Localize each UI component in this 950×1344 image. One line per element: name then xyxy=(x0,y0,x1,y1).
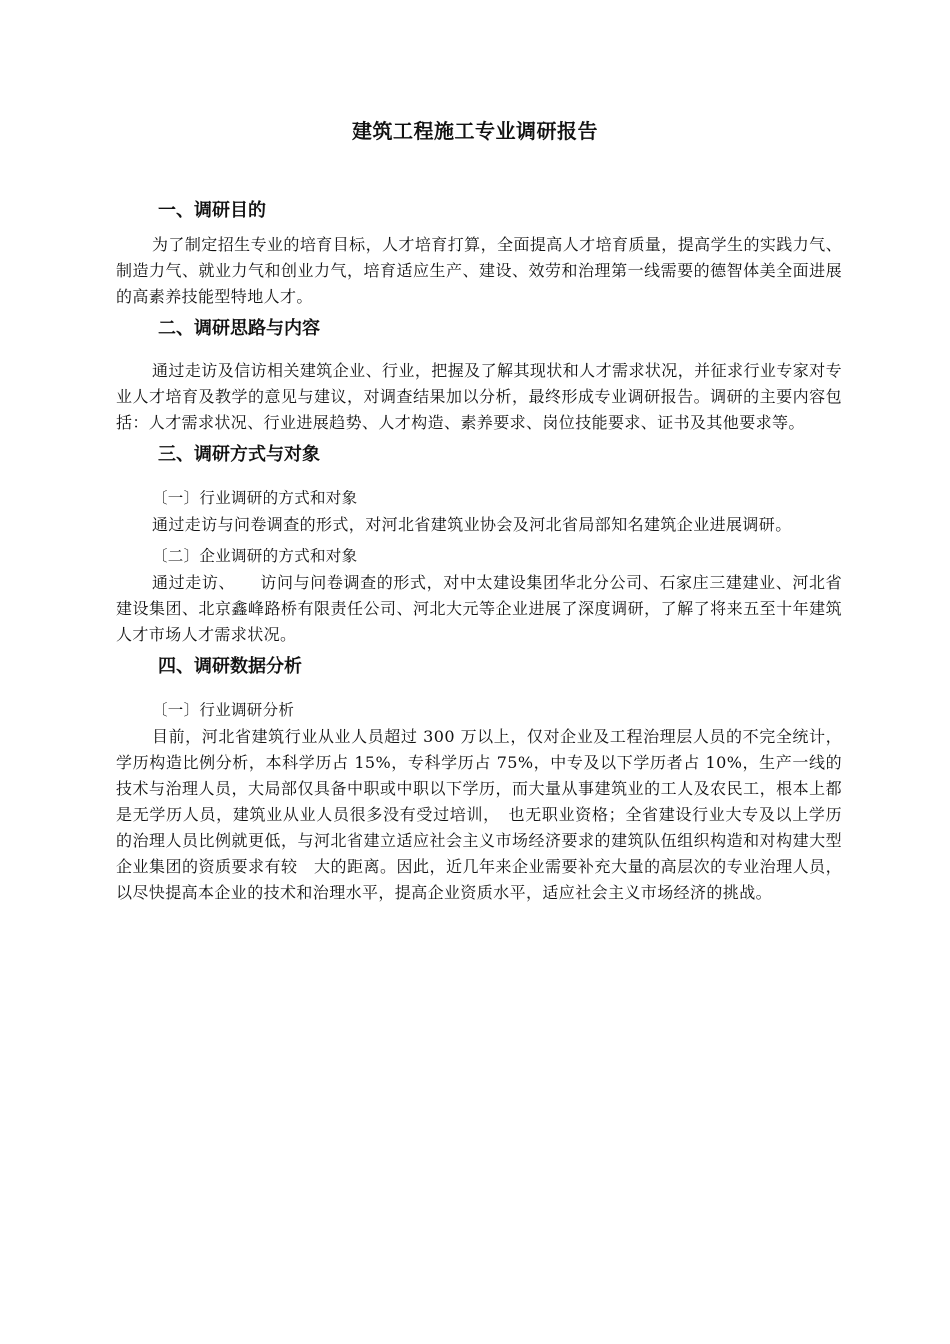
subsection-heading-industry-methods: 〔一〕行业调研的方式和对象 xyxy=(152,489,358,507)
subsection-heading-enterprise-methods: 〔二〕企业调研的方式和对象 xyxy=(152,547,358,565)
section-paragraph-purpose: 为了制定招生专业的培育目标，人才培育打算，全面提高人才培育质量，提高学生的实践力气、制造力气、就业力气和创业力气，培育适应生产、建设、效劳和治理第一线需要的德智体美全面进展的高素养技能型特地人才。 xyxy=(116,235,842,306)
document-body xyxy=(116,196,842,910)
subsection-heading-industry-analysis: 〔一〕行业调研分析 xyxy=(152,701,295,719)
subsection-paragraph-industry-methods: 通过走访与问卷调查的形式，对河北省建筑业协会及河北省局部知名建筑企业进展调研。 xyxy=(152,515,792,534)
section-heading-approach: 二、调研思路与内容 xyxy=(158,318,320,339)
subsection-paragraph-industry-analysis: 目前，河北省建筑行业从业人员超过 300 万以上，仅对企业及工程治理层人员的不完全统计，学历构造比例分析，本科学历占 15%，专科学历占 75%，中专及以下学历者占 10%，生产一线的技术与治理人员，大局部仅具备中职或中职以下学历，而大量从事建筑业的工人及农民工，根本上都是无学历人员，建筑业从业人员很多没有受过培训， 也无职业资格；全省建设行业大专及以上学历的治理人员比例就更低，与河北省建立适应社会主义市场经济要求的建筑队伍组织构造和对构建大型企业集团的资质要求有较 大的距离。因此，近几年来企业需要补充大量的高层次的专业治理人员，以尽快提高本企业的技术和治理水平，提高企业资质水平，适应社会主义市场经济的挑战。 xyxy=(116,727,842,902)
section-paragraph-approach: 通过走访及信访相关建筑企业、行业，把握及了解其现状和人才需求状况，并征求行业专家对专业人才培育及教学的意见与建议，对调查结果加以分析，最终形成专业调研报告。调研的主要内容包括：人才需求状况、行业进展趋势、人才构造、素养要求、岗位技能要求、证书及其他要求等。 xyxy=(116,361,842,432)
subsection-paragraph-enterprise-methods: 通过走访、 访问与问卷调查的形式，对中太建设集团华北分公司、石家庄三建建业、河北省建设集团、北京鑫峰路桥有限责任公司、河北大元等企业进展了深度调研，了解了将来五至十年建筑人才市场人才需求状况。 xyxy=(116,573,842,644)
section-heading-purpose: 一、调研目的 xyxy=(158,200,266,221)
document-title: 建筑工程施工专业调研报告 xyxy=(352,119,598,143)
section-heading-methods: 三、调研方式与对象 xyxy=(158,444,320,465)
section-heading-analysis: 四、调研数据分析 xyxy=(158,656,302,677)
